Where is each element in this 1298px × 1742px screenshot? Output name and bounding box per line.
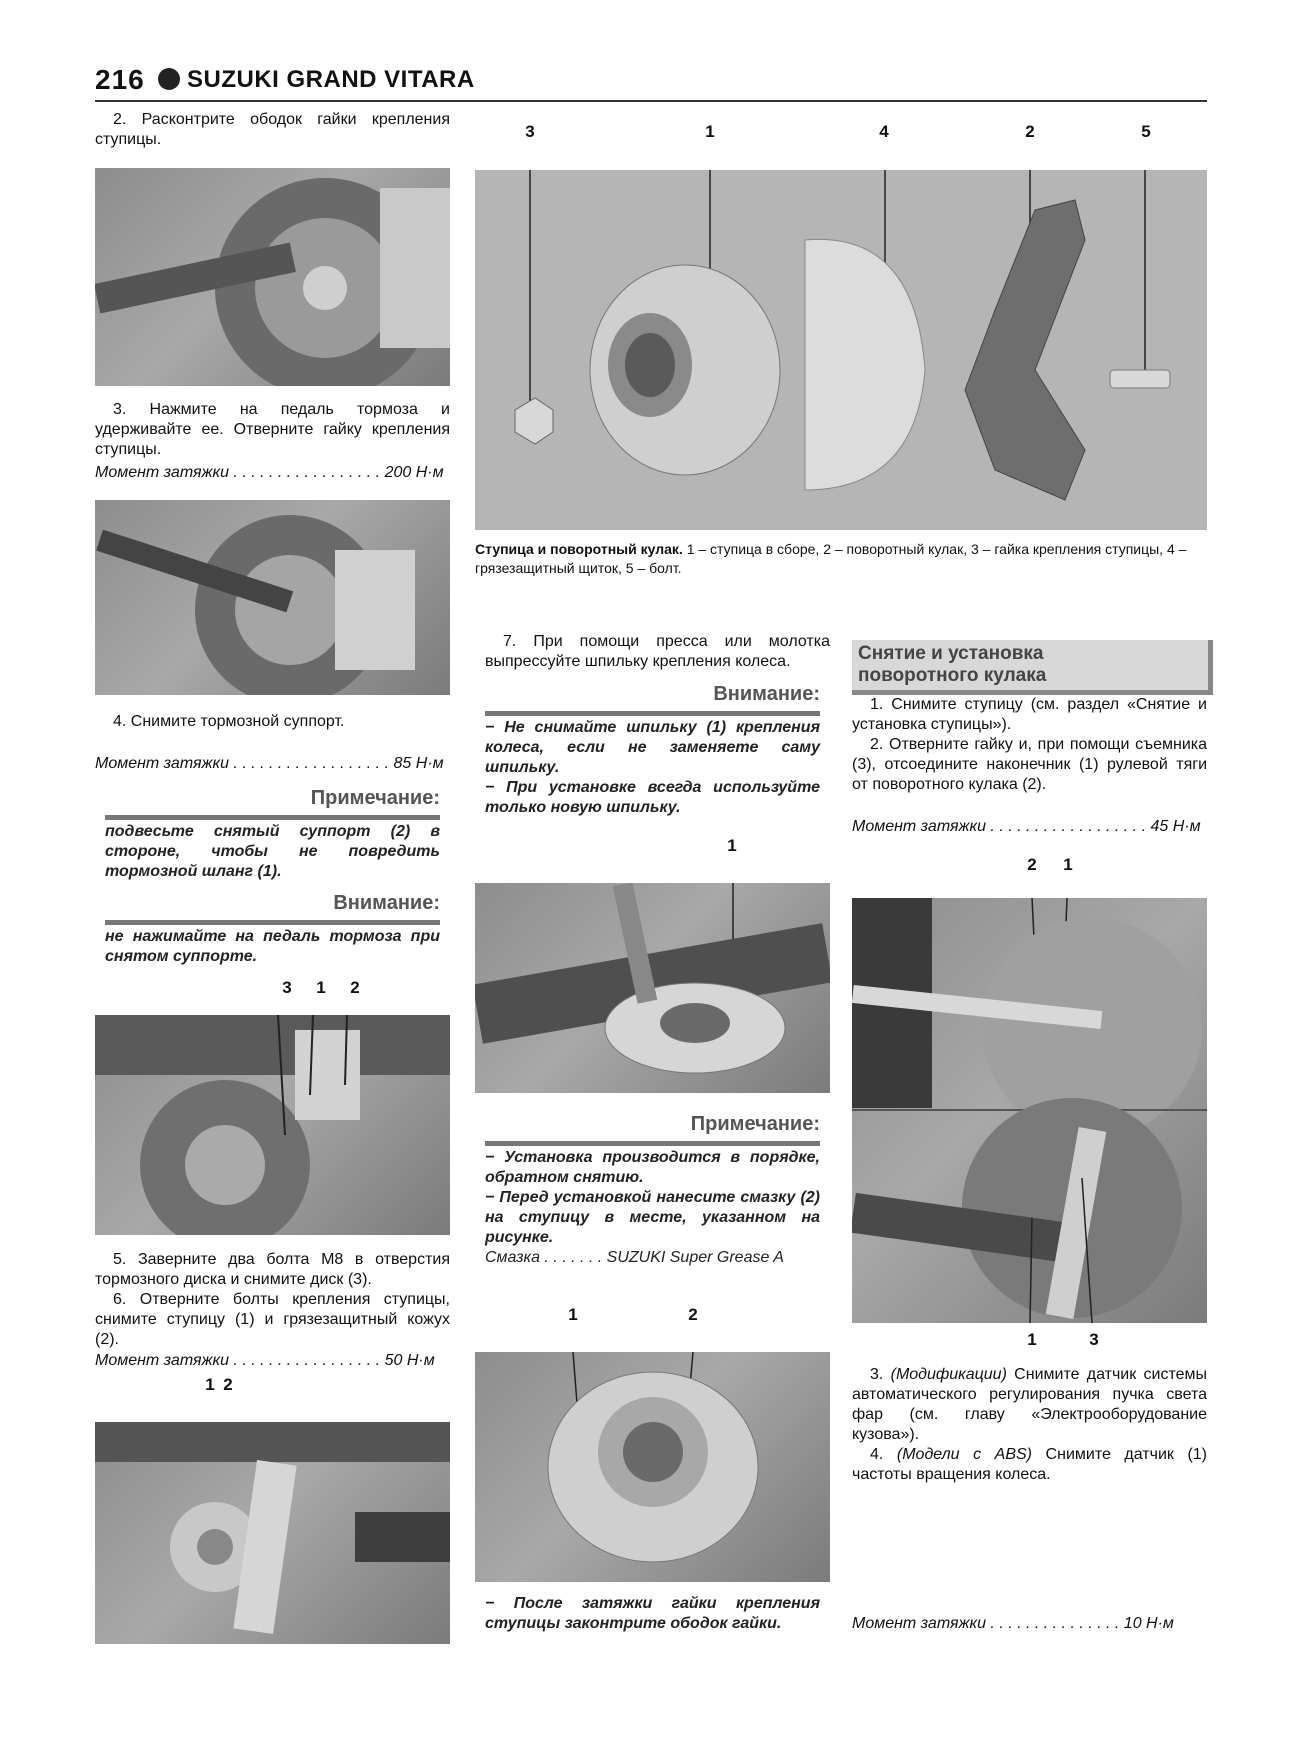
knuckle-step-3 <box>852 1365 1207 1445</box>
callout-2b: 2 <box>223 1375 233 1394</box>
figure-caption <box>475 540 1207 578</box>
note-1-header <box>105 787 440 820</box>
stud-pressing-icon <box>475 883 830 1093</box>
knuckle-step-4-italic: (Модели с ABS) <box>896 1446 1033 1463</box>
grease-spec: Смазка . . . . . . . SUZUKI Super Grease A <box>485 1249 784 1266</box>
warning-1-title: Внимание: <box>333 892 440 914</box>
hub-removal-icon <box>95 1422 450 1644</box>
disc-removal-icon <box>95 1015 450 1235</box>
photo-unscrew-hub-nut <box>95 500 450 695</box>
torque-50: Момент затяжки . . . . . . . . . . . . . . . . . 50 Н·м <box>95 1352 435 1369</box>
hub-callout-2: 2 <box>688 1305 698 1324</box>
callout-1b: 1 <box>205 1375 215 1394</box>
tierod-callout-1b: 1 <box>1027 1330 1037 1349</box>
torque-45: Момент затяжки . . . . . . . . . . . . . . . . . . 45 Н·м <box>852 818 1201 835</box>
figure-caption-body: 1 – ступица в сборе, 2 – поворотный кулак, 3 – гайка крепления ступицы, 4 – грязезащитный щиток, 5 – болт. <box>475 541 1187 576</box>
photo-hub-grease <box>475 1352 830 1582</box>
torque-200: Момент затяжки . . . . . . . . . . . . . . . . . 200 Н·м <box>95 464 444 481</box>
callout-3: 3 <box>282 978 292 997</box>
step-5-text: 5. Заверните два болта М8 в отверстия тормозного диска и снимите диск (3). <box>95 1251 450 1288</box>
wrench-on-hub-icon <box>95 500 450 695</box>
warning-2-title: Внимание: <box>713 683 820 705</box>
figure-callout-4: 4 <box>879 122 889 141</box>
photo-remove-disc <box>95 1015 450 1235</box>
hub-assembly-icon <box>475 1352 830 1582</box>
note-2-text <box>485 1148 820 1268</box>
step-7-text: 7. При помощи пресса или молотка выпрессуйте шпильку крепления колеса. <box>485 633 830 670</box>
warning-2-line-1: − Не снимайте шпильку (1) крепления колеса, если не заменяете саму шпильку. <box>485 719 820 776</box>
photo-unstake-nut <box>95 168 450 386</box>
note-1-title: Примечание: <box>310 787 440 809</box>
torque-10: Момент затяжки . . . . . . . . . . . . . . . 10 Н·м <box>852 1615 1174 1632</box>
tierod-callout-1: 1 <box>1063 855 1073 874</box>
col3-steps-1-2 <box>852 695 1207 795</box>
warning-1-text: не нажимайте на педаль тормоза при снятом суппорте. <box>105 928 440 965</box>
photo-remove-hub <box>95 1422 450 1644</box>
figure-hub-and-knuckle <box>475 170 1207 530</box>
col3-steps-3-4 <box>852 1365 1207 1485</box>
callout-1: 1 <box>316 978 326 997</box>
knuckle-step-3-rest: Снимите датчик системы автоматического регулирования пучка света фар (см. главу «Электрооборудование кузова»). <box>852 1366 1207 1443</box>
knuckle-step-3-prefix: 3. <box>870 1366 891 1383</box>
knuckle-step-4-rest: Снимите датчик (1) частоты вращения колеса. <box>852 1446 1208 1483</box>
figure-caption-title: Ступица и поворотный кулак. <box>475 541 683 557</box>
knuckle-step-3-italic: (Модификации) <box>890 1366 1007 1383</box>
brake-disc-icon <box>95 168 450 386</box>
torque-85: Момент затяжки . . . . . . . . . . . . . . . . . . 85 Н·м <box>95 755 444 772</box>
stud-callout-1: 1 <box>727 836 737 855</box>
callout-2: 2 <box>350 978 360 997</box>
figure-callout-2: 2 <box>1025 122 1035 141</box>
figure-callout-3: 3 <box>525 122 535 141</box>
tie-rod-puller-icon <box>852 898 1207 1323</box>
bullet-dot-icon <box>158 68 180 90</box>
note-2-line-1: − Установка производится в порядке, обратном снятию. <box>485 1149 820 1186</box>
note-1-text: подвесьте снятый суппорт (2) в стороне, чтобы не повредить тормозной шланг (1). <box>105 823 440 880</box>
step-5-6-text <box>95 1250 450 1350</box>
knuckle-step-2: 2. Отверните гайку и, при помощи съемника (3), отсоедините наконечник (1) рулевой тяги от поворотного кулака (2). <box>852 736 1207 793</box>
step-2-text: 2. Расконтрите ободок гайки крепления ступицы. <box>95 111 450 148</box>
knuckle-step-1: 1. Снимите ступицу (см. раздел «Снятие и установка ступицы»). <box>852 696 1207 733</box>
note-2-title: Примечание: <box>690 1113 820 1135</box>
note-2-header <box>485 1113 820 1146</box>
section-title-line-1: Снятие и установка <box>858 643 1044 664</box>
photo-tie-rod-removal <box>852 898 1207 1323</box>
step-3-text: 3. Нажмите на педаль тормоза и удерживайте ее. Отверните гайку крепления ступицы. <box>95 401 450 458</box>
note-2-line-2: − Перед установкой нанесите смазку (2) на ступицу в месте, указанном на рисунке. <box>485 1189 820 1246</box>
hub-callout-1: 1 <box>568 1305 578 1324</box>
step-4-text: 4. Снимите тормозной суппорт. <box>113 713 345 730</box>
warning-2-text <box>485 718 820 818</box>
tail-note: − После затяжки гайки крепления ступицы законтрите ободок гайки. <box>485 1595 820 1632</box>
photo-press-out-stud <box>475 883 830 1093</box>
warning-2-line-2: − При установке всегда используйте только новую шпильку. <box>485 779 820 816</box>
page-number: 216 <box>95 64 145 95</box>
tierod-callout-2: 2 <box>1027 855 1037 874</box>
hub-knuckle-exploded-icon <box>475 170 1207 530</box>
section-title <box>852 640 1213 695</box>
knuckle-step-4-prefix: 4. <box>870 1446 897 1463</box>
knuckle-step-4 <box>852 1445 1207 1485</box>
section-title-line-2: поворотного кулака <box>858 665 1047 686</box>
book-title: SUZUKI GRAND VITARA <box>187 66 475 93</box>
warning-2-header <box>485 683 820 716</box>
step-6-text: 6. Отверните болты крепления ступицы, снимите ступицу (1) и грязезащитный кожух (2). <box>95 1291 450 1348</box>
warning-1-header <box>105 892 440 925</box>
figure-callout-5: 5 <box>1141 122 1151 141</box>
tierod-callout-3: 3 <box>1089 1330 1099 1349</box>
page-header <box>95 62 1207 102</box>
figure-callout-1: 1 <box>705 122 715 141</box>
